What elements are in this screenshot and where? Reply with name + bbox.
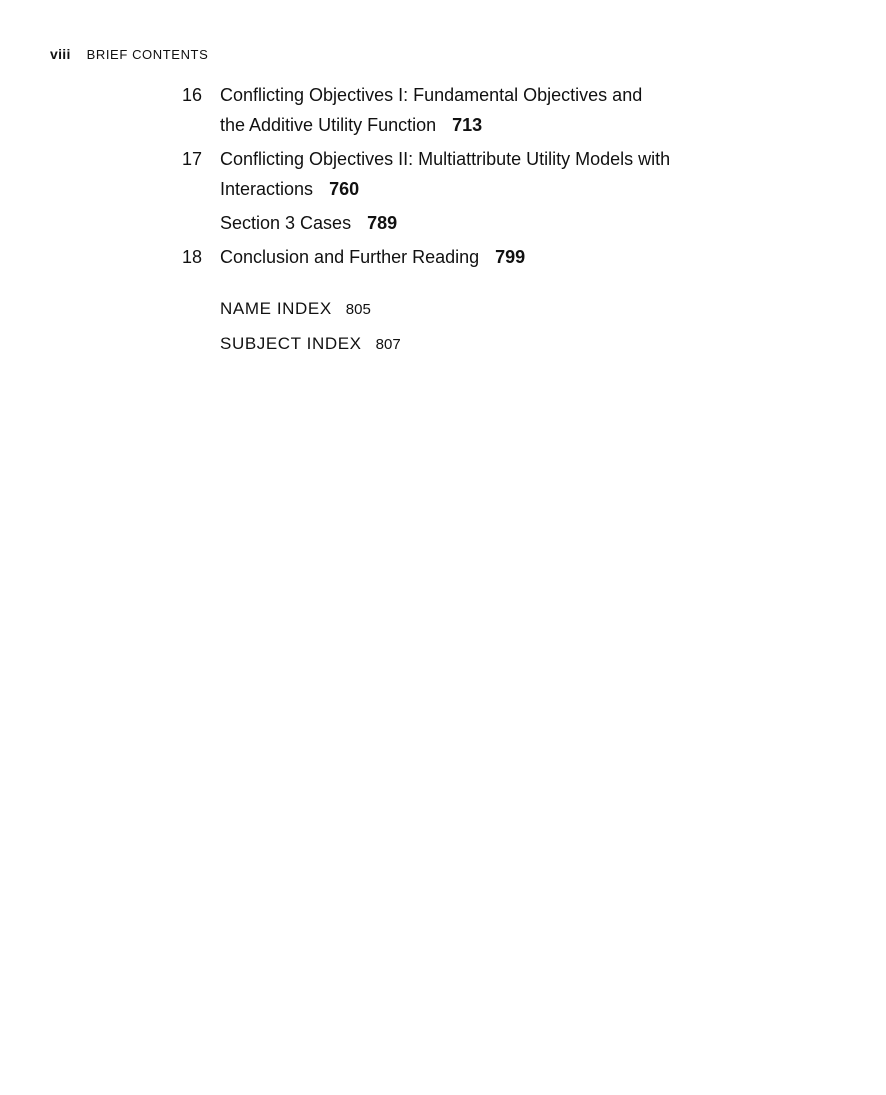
page-folio: viii — [50, 46, 71, 62]
chapter-title: Conclusion and Further Reading — [220, 247, 480, 267]
running-head-title: BRIEF CONTENTS — [86, 47, 209, 62]
chapter-title-line-1: Conflicting Objectives I: Fundamental Objectives and — [220, 85, 643, 105]
page-number: 760 — [329, 179, 360, 199]
section-title: Section 3 Cases — [220, 213, 352, 233]
index-title: SUBJECT INDEX — [220, 334, 362, 353]
chapter-title-line-1: Conflicting Objectives II: Multiattribute Utility Models with — [220, 149, 671, 169]
chapter-title-line-2: the Additive Utility Function — [220, 115, 437, 135]
page-number: 807 — [375, 336, 401, 353]
toc-entry-section-3-cases — [182, 208, 742, 238]
toc-entry-subject-index — [182, 329, 742, 360]
chapter-number: 18 — [182, 247, 203, 267]
page-number: 789 — [367, 213, 398, 233]
chapter-number: 17 — [182, 149, 203, 169]
running-head — [50, 46, 208, 62]
spacer — [182, 276, 742, 294]
chapter-number: 16 — [182, 85, 203, 105]
page-number: 799 — [495, 247, 526, 267]
toc-entry-16 — [182, 80, 742, 140]
index-title: NAME INDEX — [220, 299, 332, 318]
page-number: 805 — [345, 301, 371, 318]
toc-entry-name-index — [182, 294, 742, 325]
page-number: 713 — [452, 115, 483, 135]
toc-entry-18 — [182, 242, 742, 272]
table-of-contents — [182, 80, 742, 364]
chapter-title-line-2: Interactions — [220, 179, 314, 199]
toc-entry-17 — [182, 144, 742, 204]
